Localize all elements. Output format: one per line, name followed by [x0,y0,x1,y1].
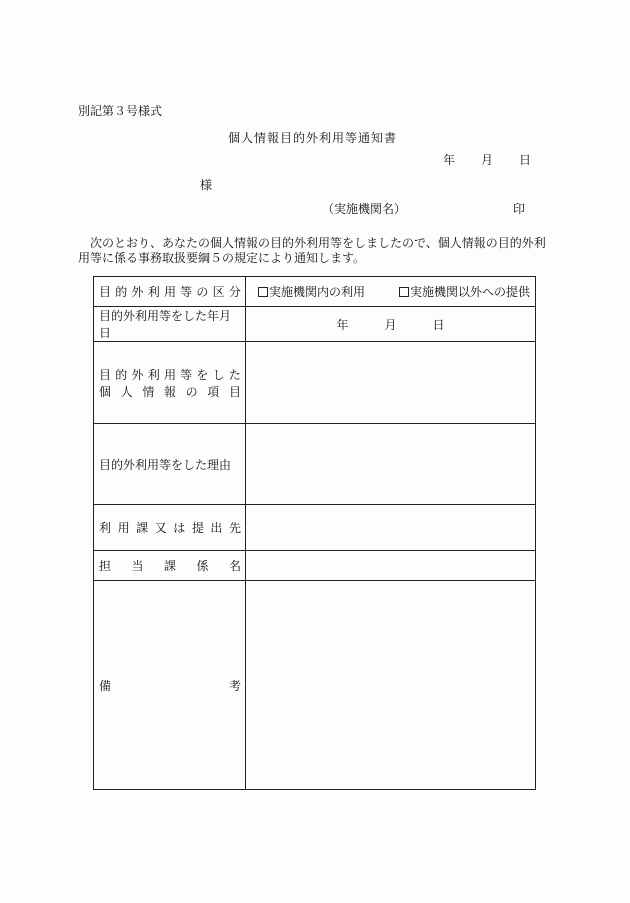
label-category-char: 的 [115,285,128,299]
form-number-label: 別記第３号様式 [78,104,163,118]
table-row-reason [94,424,536,505]
label-section-char: 担 [99,559,112,573]
label-items-line1-char: 利 [147,367,160,382]
option-external-provision[interactable]: 実施機関以外への提供 [399,283,530,300]
table-row-remarks [94,581,536,790]
items-field[interactable] [246,342,536,424]
table-row-destination [94,505,536,551]
label-category-char: の [196,285,209,299]
label-section [94,551,246,581]
label-category-char: 目 [99,285,112,299]
label-destination-char: 提 [191,521,204,535]
label-destination-char: 利 [99,521,112,535]
checkbox-internal-use[interactable] [258,287,268,297]
label-items-line1-char: し [212,367,225,382]
reason-field[interactable] [246,424,536,505]
checkbox-external-provision[interactable] [399,287,409,297]
table-row-items [94,342,536,424]
addressee-suffix: 様 [200,178,213,192]
destination-field[interactable] [246,505,536,551]
table-row-date [94,307,536,342]
notice-table [93,276,536,790]
date-month: 月 [481,153,494,167]
label-items-line1-char: 目 [99,367,112,382]
label-destination-char: 出 [210,521,223,535]
label-remarks [94,581,246,790]
label-remarks-char: 備 [99,678,112,693]
date-year: 年 [443,153,456,167]
label-section-char: 課 [163,559,176,573]
label-items [94,342,246,424]
label-items-line1-char: 用 [163,367,176,382]
label-remarks-char: 考 [228,678,241,693]
label-category-char: 分 [228,285,241,299]
label-category-char: 外 [131,285,144,299]
label-reason: 目的外利用等をした理由 [94,424,246,505]
label-section-char: 名 [228,559,241,573]
label-category-char: 等 [180,285,193,299]
label-items-line2-char: 情 [142,384,155,399]
label-items-line1-char: た [228,367,241,382]
date-field[interactable]: 年 月 日 [246,307,536,342]
date-day: 日 [519,153,532,167]
option-internal-use[interactable]: 実施機関内の利用 [258,283,365,300]
label-destination [94,505,246,551]
category-options [246,277,536,307]
label-items-line1-char: 的 [115,367,128,382]
label-date: 目的外利用等をした年月日 [94,307,246,342]
notice-body-line-1: 次のとおり、あなたの個人情報の目的外利用等をしましたので、個人情報の目的外利 [90,236,546,250]
document-title: 個人情報目的外利用等通知書 [228,131,398,145]
notice-body-line-2: 用等に係る事務取扱要綱５の規定により通知します。 [78,251,366,265]
label-destination-char: 先 [228,521,241,535]
label-items-line1-char: を [196,367,209,382]
label-destination-char: 用 [117,521,130,535]
label-destination-char: は [173,521,186,535]
label-category-char: 区 [212,285,225,299]
label-items-line2-char: 目 [228,384,241,399]
label-items-line2-char: 人 [120,384,133,399]
label-category-char: 利 [147,285,160,299]
label-section-char: 当 [131,559,144,573]
label-items-line1-char: 等 [180,367,193,382]
table-row-section [94,551,536,581]
section-field[interactable] [246,551,536,581]
agency-name-label: （実施機関名） [322,202,407,216]
notice-body [78,236,548,266]
label-items-line2-char: 個 [99,384,112,399]
label-destination-char: 又 [154,521,167,535]
label-items-line2-char: の [185,384,198,399]
seal-mark: 印 [513,202,526,216]
header-date [443,153,531,167]
label-items-line2-char: 報 [163,384,176,399]
label-category [94,277,246,307]
remarks-field[interactable] [246,581,536,790]
label-items-line1-char: 外 [131,367,144,382]
label-items-line2-char: 項 [207,384,220,399]
table-row-category [94,277,536,307]
label-category-char: 用 [163,285,176,299]
label-section-char: 係 [196,559,209,573]
label-destination-char: 課 [136,521,149,535]
